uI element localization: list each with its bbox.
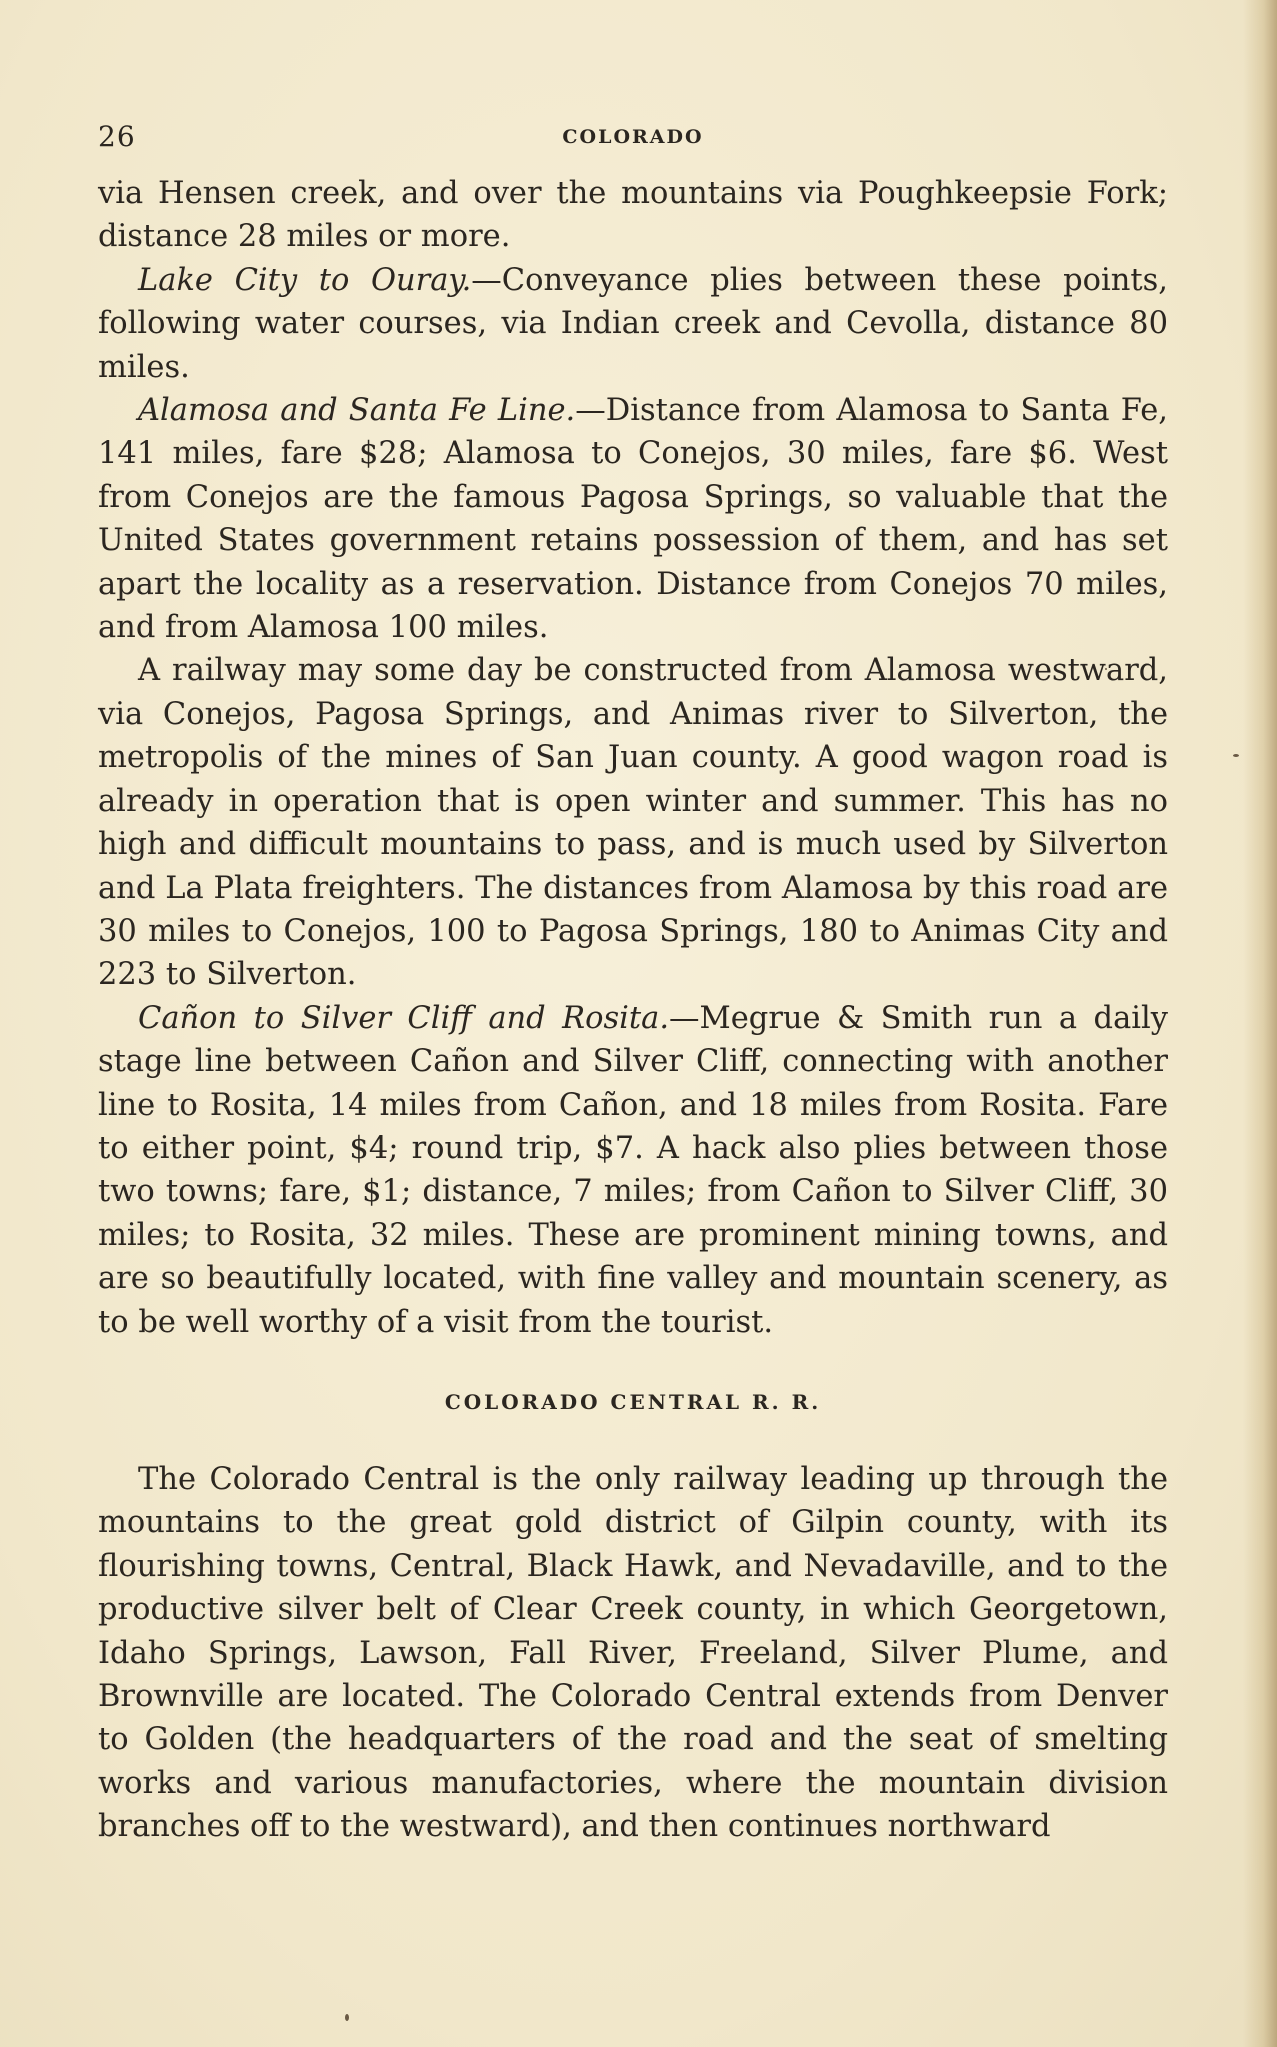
- paragraph-lake-city-ouray: [98, 259, 1168, 389]
- paragraph-lead: Alamosa and Santa Fe Line.: [138, 393, 576, 429]
- page-text: [98, 120, 1168, 1849]
- running-title: COLORADO: [562, 126, 704, 148]
- paragraph-body: —Distance from Alamosa to Santa Fe, 141 miles, fare $28; Alamosa to Conejos, 30 miles, fare $6. West from Conejos are the famous Pagosa Springs, so valuable that the United States government retains possession of them, and has set apart the locality as a reservation. Distance from Conejos 70 miles, and from Alamosa 100 miles.: [98, 393, 1168, 646]
- paragraph-lead: Cañon to Silver Cliff and Rosita.: [138, 1000, 670, 1036]
- section-heading: COLORADO CENTRAL R. R.: [444, 1389, 822, 1414]
- page-edge-shadow: [1243, 0, 1277, 2047]
- paragraph-body: A railway may some day be constructed from Alamosa westward, via Conejos, Pagosa Springs, and Animas river to Silverton, the metropolis of the mines of San Juan county. A good wagon road is already in operation that is open winter and summer. This has no high and difficult mountains to pass, and is much used by Silverton and La Plata freighters. The distances from Alamosa by this road are 30 miles to Conejos, 100 to Pagosa Springs, 180 to Animas City and 223 to Silverton.: [98, 653, 1168, 993]
- paragraph-alamosa-santa-fe: [98, 389, 1168, 649]
- paragraph-hensen-creek: [98, 172, 1168, 259]
- paragraph-canon-silver-cliff: [98, 997, 1168, 1344]
- paragraph-body: The Colorado Central is the only railway leading up through the mountains to the great gold district of Gilpin county, with its flourishing towns, Central, Black Hawk, and Nevadaville, and to the productive silver belt of Clear Creek county, in which Georgetown, Idaho Springs, Lawson, Fall River, Freeland, Silver Plume, and Brownville are located. The Colorado Central extends from Denver to Golden (the headquarters of the road and the seat of smelting works and various manufactories, where the mountain division branches off to the westward), and then continues northward: [98, 1461, 1168, 1845]
- paragraph-body: —Megrue & Smith run a daily stage line between Cañon and Silver Cliff, connecting with another line to Rosita, 14 miles from Cañon, and 18 miles from Rosita. Fare to either point, $4; round trip, $7. A hack also plies between those two towns; fare, $1; distance, 7 miles; from Cañon to Silver Cliff, 30 miles; to Rosita, 32 miles. These are prominent mining towns, and are so beautifully located, with fine valley and mountain scenery, as to be well worthy of a visit from the tourist.: [98, 1000, 1168, 1340]
- paragraph-colorado-central: [98, 1458, 1168, 1849]
- paragraph-body: via Hensen creek, and over the mountains via Poughkeepsie Fork; distance 28 miles or more.: [98, 176, 1168, 255]
- paper-speck: [1233, 754, 1239, 757]
- paragraph-body: —Conveyance plies between these points, following water courses, via Indian creek and Cevolla, distance 80 miles.: [98, 262, 1168, 385]
- page-number: 26: [98, 120, 136, 153]
- running-head: [98, 120, 1168, 172]
- paragraph-railway-westward: [98, 649, 1168, 996]
- paragraph-lead: Lake City to Ouray.: [138, 262, 472, 298]
- paper-speck: [345, 2014, 349, 2021]
